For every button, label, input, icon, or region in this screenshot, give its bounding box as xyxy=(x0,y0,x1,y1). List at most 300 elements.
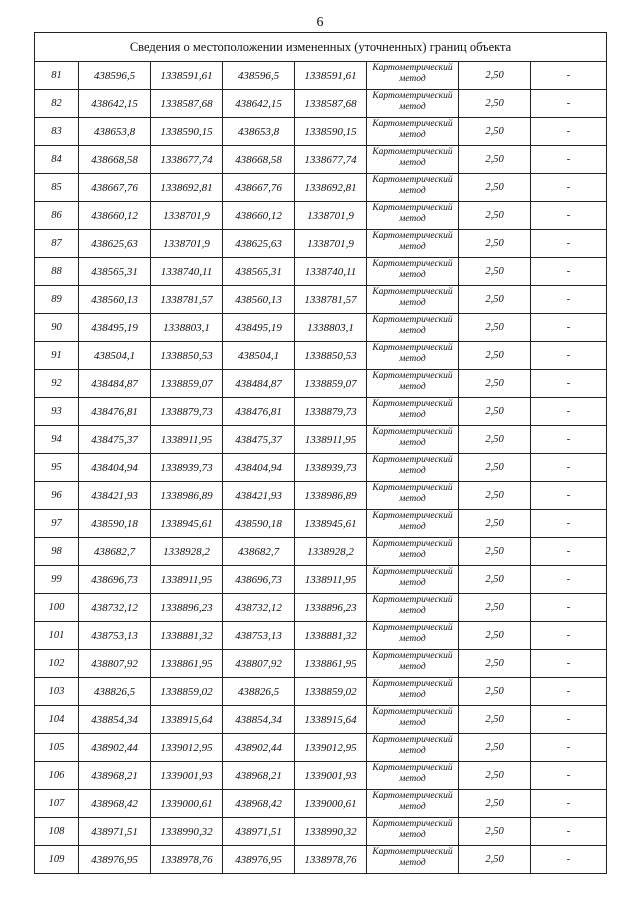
point-number-cell: 103 xyxy=(35,678,79,706)
method-cell xyxy=(367,846,459,874)
accuracy-cell: 2,50 xyxy=(459,622,531,650)
existing-y-cell: 1338590,15 xyxy=(151,118,223,146)
point-number-cell: 98 xyxy=(35,538,79,566)
point-number-cell: 97 xyxy=(35,510,79,538)
refined-x-cell: 438667,76 xyxy=(223,174,295,202)
table-row xyxy=(35,846,607,874)
point-number-cell: 85 xyxy=(35,174,79,202)
existing-x-cell: 438404,94 xyxy=(79,454,151,482)
table-row xyxy=(35,650,607,678)
method-line-1: Картометрический xyxy=(372,791,453,801)
refined-y-cell: 1339000,61 xyxy=(295,790,367,818)
refined-y-cell: 1338911,95 xyxy=(295,426,367,454)
method-cell xyxy=(367,62,459,90)
refined-x-cell: 438826,5 xyxy=(223,678,295,706)
method-cell xyxy=(367,650,459,678)
point-number-cell: 82 xyxy=(35,90,79,118)
description-cell: - xyxy=(531,706,607,734)
existing-y-cell: 1338701,9 xyxy=(151,230,223,258)
existing-x-cell: 438625,63 xyxy=(79,230,151,258)
existing-x-cell: 438807,92 xyxy=(79,650,151,678)
page-number: 6 xyxy=(316,15,324,30)
refined-y-cell: 1338861,95 xyxy=(295,650,367,678)
table-body xyxy=(35,33,607,874)
method-cell xyxy=(367,566,459,594)
refined-x-cell: 438660,12 xyxy=(223,202,295,230)
refined-x-cell: 438625,63 xyxy=(223,230,295,258)
method-cell xyxy=(367,370,459,398)
description-cell: - xyxy=(531,622,607,650)
accuracy-cell: 2,50 xyxy=(459,90,531,118)
table-row xyxy=(35,510,607,538)
existing-y-cell: 1338591,61 xyxy=(151,62,223,90)
refined-x-cell: 438653,8 xyxy=(223,118,295,146)
refined-x-cell: 438968,21 xyxy=(223,762,295,790)
method-line-1: Картометрический xyxy=(372,427,453,437)
table-row xyxy=(35,370,607,398)
method-line-1: Картометрический xyxy=(372,735,453,745)
method-line-2: метод xyxy=(399,802,426,812)
accuracy-cell: 2,50 xyxy=(459,510,531,538)
existing-x-cell: 438660,12 xyxy=(79,202,151,230)
existing-x-cell: 438682,7 xyxy=(79,538,151,566)
existing-x-cell: 438971,51 xyxy=(79,818,151,846)
method-cell xyxy=(367,426,459,454)
accuracy-cell: 2,50 xyxy=(459,650,531,678)
method-line-2: метод xyxy=(399,522,426,532)
method-line-1: Картометрический xyxy=(372,371,453,381)
point-number-cell: 100 xyxy=(35,594,79,622)
point-number-cell: 106 xyxy=(35,762,79,790)
existing-y-cell: 1338986,89 xyxy=(151,482,223,510)
method-line-2: метод xyxy=(399,382,426,392)
method-cell xyxy=(367,510,459,538)
method-cell xyxy=(367,622,459,650)
existing-y-cell: 1339000,61 xyxy=(151,790,223,818)
refined-y-cell: 1338990,32 xyxy=(295,818,367,846)
method-line-2: метод xyxy=(399,74,426,84)
description-cell: - xyxy=(531,258,607,286)
refined-x-cell: 438596,5 xyxy=(223,62,295,90)
description-cell: - xyxy=(531,230,607,258)
accuracy-cell: 2,50 xyxy=(459,818,531,846)
refined-x-cell: 438668,58 xyxy=(223,146,295,174)
accuracy-cell: 2,50 xyxy=(459,482,531,510)
table-title: Сведения о местоположении измененных (уточненных) границ объекта xyxy=(35,33,607,62)
table-row xyxy=(35,790,607,818)
method-line-1: Картометрический xyxy=(372,819,453,829)
point-number-cell: 92 xyxy=(35,370,79,398)
description-cell: - xyxy=(531,594,607,622)
method-line-1: Картометрический xyxy=(372,511,453,521)
table-row xyxy=(35,566,607,594)
method-cell xyxy=(367,762,459,790)
table-row xyxy=(35,118,607,146)
refined-y-cell: 1338928,2 xyxy=(295,538,367,566)
point-number-cell: 91 xyxy=(35,342,79,370)
point-number-cell: 87 xyxy=(35,230,79,258)
existing-x-cell: 438596,5 xyxy=(79,62,151,90)
method-line-2: метод xyxy=(399,634,426,644)
existing-y-cell: 1338859,02 xyxy=(151,678,223,706)
refined-x-cell: 438642,15 xyxy=(223,90,295,118)
description-cell: - xyxy=(531,650,607,678)
description-cell: - xyxy=(531,174,607,202)
refined-y-cell: 1338701,9 xyxy=(295,230,367,258)
accuracy-cell: 2,50 xyxy=(459,454,531,482)
table-title-row xyxy=(35,33,607,62)
accuracy-cell: 2,50 xyxy=(459,230,531,258)
method-line-2: метод xyxy=(399,466,426,476)
existing-x-cell: 438475,37 xyxy=(79,426,151,454)
accuracy-cell: 2,50 xyxy=(459,706,531,734)
refined-y-cell: 1338859,07 xyxy=(295,370,367,398)
refined-y-cell: 1338881,32 xyxy=(295,622,367,650)
point-number-cell: 81 xyxy=(35,62,79,90)
refined-x-cell: 438968,42 xyxy=(223,790,295,818)
point-number-cell: 94 xyxy=(35,426,79,454)
point-number-cell: 104 xyxy=(35,706,79,734)
point-number-cell: 88 xyxy=(35,258,79,286)
accuracy-cell: 2,50 xyxy=(459,678,531,706)
method-line-2: метод xyxy=(399,298,426,308)
refined-y-cell: 1338803,1 xyxy=(295,314,367,342)
existing-y-cell: 1338859,07 xyxy=(151,370,223,398)
existing-x-cell: 438968,42 xyxy=(79,790,151,818)
refined-x-cell: 438753,13 xyxy=(223,622,295,650)
method-cell xyxy=(367,706,459,734)
refined-x-cell: 438902,44 xyxy=(223,734,295,762)
refined-x-cell: 438682,7 xyxy=(223,538,295,566)
existing-y-cell: 1338740,11 xyxy=(151,258,223,286)
existing-y-cell: 1338850,53 xyxy=(151,342,223,370)
method-line-1: Картометрический xyxy=(372,91,453,101)
point-number-cell: 96 xyxy=(35,482,79,510)
existing-y-cell: 1338881,32 xyxy=(151,622,223,650)
existing-y-cell: 1338781,57 xyxy=(151,286,223,314)
method-line-1: Картометрический xyxy=(372,707,453,717)
existing-x-cell: 438667,76 xyxy=(79,174,151,202)
existing-y-cell: 1338928,2 xyxy=(151,538,223,566)
method-line-1: Картометрический xyxy=(372,259,453,269)
refined-x-cell: 438854,34 xyxy=(223,706,295,734)
table-row xyxy=(35,314,607,342)
description-cell: - xyxy=(531,62,607,90)
method-line-2: метод xyxy=(399,214,426,224)
table-row xyxy=(35,818,607,846)
accuracy-cell: 2,50 xyxy=(459,846,531,874)
refined-x-cell: 438807,92 xyxy=(223,650,295,678)
existing-y-cell: 1338915,64 xyxy=(151,706,223,734)
table-row xyxy=(35,398,607,426)
existing-x-cell: 438642,15 xyxy=(79,90,151,118)
existing-x-cell: 438732,12 xyxy=(79,594,151,622)
refined-y-cell: 1338978,76 xyxy=(295,846,367,874)
refined-y-cell: 1339012,95 xyxy=(295,734,367,762)
table-row xyxy=(35,454,607,482)
method-line-2: метод xyxy=(399,830,426,840)
existing-x-cell: 438976,95 xyxy=(79,846,151,874)
description-cell: - xyxy=(531,818,607,846)
method-line-1: Картометрический xyxy=(372,455,453,465)
method-line-2: метод xyxy=(399,130,426,140)
refined-x-cell: 438560,13 xyxy=(223,286,295,314)
description-cell: - xyxy=(531,762,607,790)
existing-x-cell: 438476,81 xyxy=(79,398,151,426)
existing-y-cell: 1338945,61 xyxy=(151,510,223,538)
method-cell xyxy=(367,538,459,566)
method-cell xyxy=(367,734,459,762)
existing-y-cell: 1338990,32 xyxy=(151,818,223,846)
refined-x-cell: 438404,94 xyxy=(223,454,295,482)
table-row xyxy=(35,426,607,454)
method-line-1: Картометрический xyxy=(372,399,453,409)
method-cell xyxy=(367,398,459,426)
existing-y-cell: 1338701,9 xyxy=(151,202,223,230)
refined-y-cell: 1338701,9 xyxy=(295,202,367,230)
refined-y-cell: 1338945,61 xyxy=(295,510,367,538)
boundary-coordinates-table xyxy=(34,32,607,874)
method-line-1: Картометрический xyxy=(372,651,453,661)
method-line-2: метод xyxy=(399,242,426,252)
method-cell xyxy=(367,286,459,314)
existing-x-cell: 438560,13 xyxy=(79,286,151,314)
table-row xyxy=(35,286,607,314)
existing-x-cell: 438902,44 xyxy=(79,734,151,762)
existing-y-cell: 1339012,95 xyxy=(151,734,223,762)
existing-y-cell: 1338803,1 xyxy=(151,314,223,342)
description-cell: - xyxy=(531,90,607,118)
method-line-2: метод xyxy=(399,186,426,196)
accuracy-cell: 2,50 xyxy=(459,314,531,342)
refined-x-cell: 438504,1 xyxy=(223,342,295,370)
method-line-1: Картометрический xyxy=(372,539,453,549)
existing-x-cell: 438565,31 xyxy=(79,258,151,286)
method-cell xyxy=(367,174,459,202)
method-line-2: метод xyxy=(399,270,426,280)
method-line-1: Картометрический xyxy=(372,343,453,353)
method-line-2: метод xyxy=(399,858,426,868)
table-row xyxy=(35,762,607,790)
point-number-cell: 84 xyxy=(35,146,79,174)
accuracy-cell: 2,50 xyxy=(459,370,531,398)
existing-y-cell: 1338587,68 xyxy=(151,90,223,118)
refined-y-cell: 1338590,15 xyxy=(295,118,367,146)
table-row xyxy=(35,258,607,286)
existing-x-cell: 438653,8 xyxy=(79,118,151,146)
description-cell: - xyxy=(531,846,607,874)
accuracy-cell: 2,50 xyxy=(459,762,531,790)
description-cell: - xyxy=(531,146,607,174)
accuracy-cell: 2,50 xyxy=(459,118,531,146)
existing-x-cell: 438590,18 xyxy=(79,510,151,538)
point-number-cell: 83 xyxy=(35,118,79,146)
method-cell xyxy=(367,818,459,846)
refined-y-cell: 1338896,23 xyxy=(295,594,367,622)
accuracy-cell: 2,50 xyxy=(459,538,531,566)
method-line-1: Картометрический xyxy=(372,567,453,577)
table-row xyxy=(35,734,607,762)
accuracy-cell: 2,50 xyxy=(459,790,531,818)
description-cell: - xyxy=(531,398,607,426)
refined-y-cell: 1338591,61 xyxy=(295,62,367,90)
point-number-cell: 89 xyxy=(35,286,79,314)
accuracy-cell: 2,50 xyxy=(459,734,531,762)
method-cell xyxy=(367,678,459,706)
refined-y-cell: 1338939,73 xyxy=(295,454,367,482)
description-cell: - xyxy=(531,538,607,566)
refined-y-cell: 1338677,74 xyxy=(295,146,367,174)
refined-y-cell: 1338781,57 xyxy=(295,286,367,314)
point-number-cell: 102 xyxy=(35,650,79,678)
existing-y-cell: 1338911,95 xyxy=(151,566,223,594)
existing-y-cell: 1338692,81 xyxy=(151,174,223,202)
accuracy-cell: 2,50 xyxy=(459,62,531,90)
accuracy-cell: 2,50 xyxy=(459,426,531,454)
method-line-1: Картометрический xyxy=(372,287,453,297)
method-line-2: метод xyxy=(399,326,426,336)
existing-x-cell: 438668,58 xyxy=(79,146,151,174)
point-number-cell: 109 xyxy=(35,846,79,874)
method-line-2: метод xyxy=(399,354,426,364)
method-line-1: Картометрический xyxy=(372,763,453,773)
method-cell xyxy=(367,790,459,818)
table-row xyxy=(35,174,607,202)
method-line-1: Картометрический xyxy=(372,315,453,325)
refined-x-cell: 438565,31 xyxy=(223,258,295,286)
method-line-1: Картометрический xyxy=(372,623,453,633)
method-line-2: метод xyxy=(399,746,426,756)
refined-y-cell: 1338879,73 xyxy=(295,398,367,426)
table-row xyxy=(35,706,607,734)
existing-y-cell: 1338879,73 xyxy=(151,398,223,426)
accuracy-cell: 2,50 xyxy=(459,594,531,622)
accuracy-cell: 2,50 xyxy=(459,174,531,202)
accuracy-cell: 2,50 xyxy=(459,566,531,594)
description-cell: - xyxy=(531,426,607,454)
description-cell: - xyxy=(531,510,607,538)
method-line-1: Картометрический xyxy=(372,231,453,241)
method-cell xyxy=(367,594,459,622)
existing-y-cell: 1338939,73 xyxy=(151,454,223,482)
table-row xyxy=(35,230,607,258)
description-cell: - xyxy=(531,566,607,594)
description-cell: - xyxy=(531,286,607,314)
existing-y-cell: 1338978,76 xyxy=(151,846,223,874)
existing-x-cell: 438421,93 xyxy=(79,482,151,510)
refined-y-cell: 1338850,53 xyxy=(295,342,367,370)
refined-x-cell: 438476,81 xyxy=(223,398,295,426)
refined-x-cell: 438484,87 xyxy=(223,370,295,398)
method-cell xyxy=(367,90,459,118)
method-line-2: метод xyxy=(399,774,426,784)
point-number-cell: 93 xyxy=(35,398,79,426)
point-number-cell: 105 xyxy=(35,734,79,762)
refined-x-cell: 438732,12 xyxy=(223,594,295,622)
method-line-2: метод xyxy=(399,606,426,616)
method-line-2: метод xyxy=(399,662,426,672)
point-number-cell: 86 xyxy=(35,202,79,230)
method-cell xyxy=(367,230,459,258)
accuracy-cell: 2,50 xyxy=(459,258,531,286)
refined-y-cell: 1338986,89 xyxy=(295,482,367,510)
point-number-cell: 95 xyxy=(35,454,79,482)
existing-x-cell: 438484,87 xyxy=(79,370,151,398)
method-line-2: метод xyxy=(399,102,426,112)
refined-y-cell: 1338911,95 xyxy=(295,566,367,594)
existing-x-cell: 438495,19 xyxy=(79,314,151,342)
method-line-2: метод xyxy=(399,158,426,168)
method-line-2: метод xyxy=(399,550,426,560)
method-line-2: метод xyxy=(399,438,426,448)
method-line-1: Картометрический xyxy=(372,147,453,157)
accuracy-cell: 2,50 xyxy=(459,342,531,370)
method-cell xyxy=(367,202,459,230)
method-line-1: Картометрический xyxy=(372,63,453,73)
method-line-1: Картометрический xyxy=(372,203,453,213)
point-number-cell: 90 xyxy=(35,314,79,342)
existing-x-cell: 438826,5 xyxy=(79,678,151,706)
method-line-2: метод xyxy=(399,718,426,728)
existing-x-cell: 438753,13 xyxy=(79,622,151,650)
method-cell xyxy=(367,146,459,174)
method-cell xyxy=(367,482,459,510)
method-cell xyxy=(367,342,459,370)
existing-x-cell: 438968,21 xyxy=(79,762,151,790)
accuracy-cell: 2,50 xyxy=(459,146,531,174)
existing-y-cell: 1338677,74 xyxy=(151,146,223,174)
table-row xyxy=(35,622,607,650)
method-line-1: Картометрический xyxy=(372,483,453,493)
accuracy-cell: 2,50 xyxy=(459,202,531,230)
method-line-1: Картометрический xyxy=(372,847,453,857)
description-cell: - xyxy=(531,678,607,706)
method-cell xyxy=(367,118,459,146)
point-number-cell: 107 xyxy=(35,790,79,818)
table-row xyxy=(35,594,607,622)
table-row xyxy=(35,678,607,706)
refined-y-cell: 1339001,93 xyxy=(295,762,367,790)
description-cell: - xyxy=(531,482,607,510)
description-cell: - xyxy=(531,342,607,370)
description-cell: - xyxy=(531,454,607,482)
refined-x-cell: 438590,18 xyxy=(223,510,295,538)
refined-y-cell: 1338859,02 xyxy=(295,678,367,706)
method-line-1: Картометрический xyxy=(372,595,453,605)
refined-y-cell: 1338740,11 xyxy=(295,258,367,286)
method-line-2: метод xyxy=(399,494,426,504)
refined-x-cell: 438696,73 xyxy=(223,566,295,594)
method-line-1: Картометрический xyxy=(372,175,453,185)
refined-x-cell: 438495,19 xyxy=(223,314,295,342)
table-row xyxy=(35,202,607,230)
existing-y-cell: 1338861,95 xyxy=(151,650,223,678)
refined-y-cell: 1338692,81 xyxy=(295,174,367,202)
existing-x-cell: 438696,73 xyxy=(79,566,151,594)
table-row xyxy=(35,146,607,174)
existing-x-cell: 438504,1 xyxy=(79,342,151,370)
method-line-1: Картометрический xyxy=(372,679,453,689)
refined-y-cell: 1338587,68 xyxy=(295,90,367,118)
method-cell xyxy=(367,314,459,342)
accuracy-cell: 2,50 xyxy=(459,398,531,426)
point-number-cell: 101 xyxy=(35,622,79,650)
table-row xyxy=(35,90,607,118)
description-cell: - xyxy=(531,370,607,398)
description-cell: - xyxy=(531,734,607,762)
method-line-2: метод xyxy=(399,410,426,420)
description-cell: - xyxy=(531,118,607,146)
